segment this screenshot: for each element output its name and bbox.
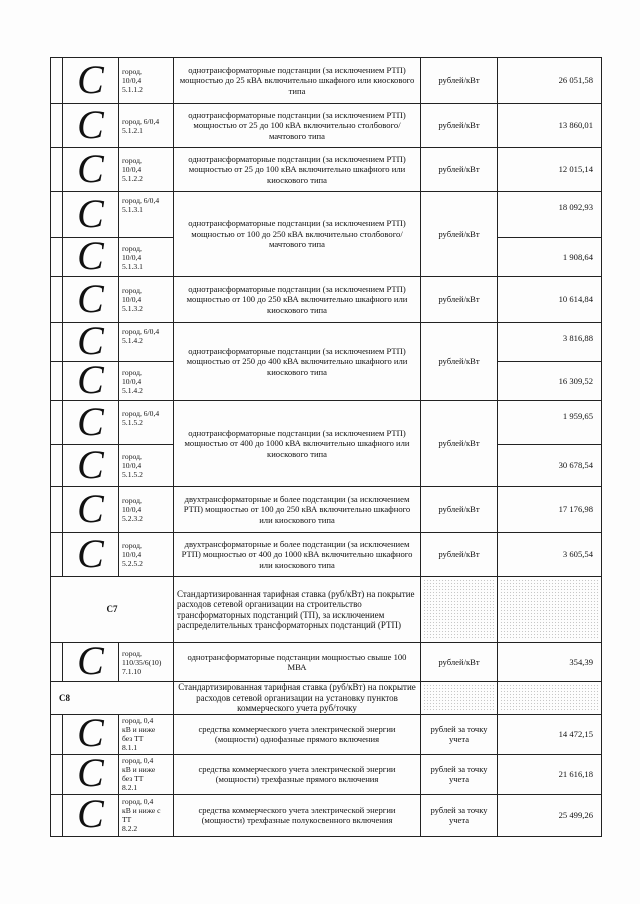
value-cell: 10 614,84 [498,277,602,323]
c-symbol: C [63,104,119,148]
table-row [51,754,602,794]
unit-cell: рублей за точку учета [421,714,498,754]
value-cell: 12 015,14 [498,148,602,192]
scan-noise [421,682,498,715]
unit-cell: рублей/кВт [421,533,498,577]
edge-cell [51,238,63,277]
description-cell: однотрансформаторные подстанции (за исключением РТП) мощностью от 250 до 400 кВА включительно шкафного или киоскового типа [174,323,421,401]
description-cell: однотрансформаторные подстанции (за исключением РТП) мощностью от 100 до 250 кВА включительно столбового/мачтового типа [174,192,421,277]
edge-cell [51,401,63,445]
value-cell: 1 908,64 [498,238,602,277]
unit-cell: рублей/кВт [421,148,498,192]
description-cell: средства коммерческого учета электрической энергии (мощности) трехфазные полукосвенного включения [174,794,421,836]
value-cell: 354,39 [498,643,602,682]
code-cell: город, 10/0,4 5.1.2.2 [119,148,174,192]
unit-cell: рублей/кВт [421,192,498,277]
unit-cell: рублей/кВт [421,401,498,487]
table-row [51,487,602,533]
edge-cell [51,487,63,533]
table-row [51,148,602,192]
c-symbol: C [63,277,119,323]
description-cell: однотрансформаторные подстанции мощностью свыше 100 МВА [174,643,421,682]
table-row [51,58,602,104]
edge-cell [51,714,63,754]
c-symbol: C [63,58,119,104]
description-cell: двухтрансформаторные и более подстанции (за исключением РТП) мощностью от 400 до 1000 кВА включительно шкафного или киоскового типа [174,533,421,577]
value-cell: 14 472,15 [498,714,602,754]
edge-cell [51,794,63,836]
value-cell: 3 816,88 [498,323,602,362]
table-row [51,401,602,445]
table-row [51,643,602,682]
code-cell: город, 0,4 кВ и ниже с ТТ 8.2.2 [119,794,174,836]
value-cell: 26 051,58 [498,58,602,104]
value-cell: 17 176,98 [498,487,602,533]
table-row [51,104,602,148]
c-symbol: C [63,533,119,577]
unit-cell: рублей/кВт [421,487,498,533]
c-symbol: C [63,754,119,794]
description-cell: средства коммерческого учета электрической энергии (мощности) трехфазные прямого включения [174,754,421,794]
c-symbol: C [63,643,119,682]
code-cell: город, 10/0,4 5.2.3.2 [119,487,174,533]
section-c7-heading-row [51,577,602,643]
value-cell: 21 616,18 [498,754,602,794]
edge-cell [51,277,63,323]
code-cell: город, 0,4 кВ и ниже без ТТ 8.2.1 [119,754,174,794]
value-cell: 16 309,52 [498,362,602,401]
edge-cell [51,362,63,401]
c-symbol: C [63,714,119,754]
code-cell: город, 6/0,4 5.1.4.2 [119,323,174,362]
c-symbol: C [63,487,119,533]
value-cell: 13 860,01 [498,104,602,148]
code-cell: город, 10/0,4 5.1.3.2 [119,277,174,323]
section-c7-label: С7 [51,577,174,643]
edge-cell [51,445,63,487]
code-cell: город, 10/0,4 5.1.3.1 [119,238,174,277]
code-cell: город, 10/0,4 5.1.1.2 [119,58,174,104]
unit-cell: рублей/кВт [421,323,498,401]
unit-cell: рублей/кВт [421,58,498,104]
code-cell: город, 110/35/6(10) 7.1.10 [119,643,174,682]
unit-cell: рублей за точку учета [421,754,498,794]
c-symbol: C [63,362,119,401]
section-c8-heading-row [51,682,602,715]
description-cell: однотрансформаторные подстанции (за исключением РТП) мощностью от 25 до 100 кВА включительно столбового/мачтового типа [174,104,421,148]
code-cell: город, 10/0,4 5.1.5.2 [119,445,174,487]
code-cell: город, 10/0,4 5.2.5.2 [119,533,174,577]
edge-cell [51,754,63,794]
c-symbol: C [63,148,119,192]
edge-cell [51,104,63,148]
value-cell: 18 092,93 [498,192,602,238]
scan-noise [498,577,602,643]
section-c8-label: С8 [51,682,174,715]
scan-noise [421,577,498,643]
unit-cell: рублей за точку учета [421,794,498,836]
description-cell: однотрансформаторные подстанции (за исключением РТП) мощностью до 25 кВА включительно шкафного или киоскового типа [174,58,421,104]
description-cell: однотрансформаторные подстанции (за исключением РТП) мощностью от 400 до 1000 кВА включительно шкафного или киоскового типа [174,401,421,487]
section-c8-heading: Стандартизированная тарифная ставка (руб/кВт) на покрытие расходов сетевой организации на установку пунктов коммерческого учета руб/точку [174,682,421,715]
code-cell: город, 10/0,4 5.1.4.2 [119,362,174,401]
tariff-table [50,57,602,837]
description-cell: средства коммерческого учета электрической энергии (мощности) однофазные прямого включения [174,714,421,754]
description-cell: однотрансформаторные подстанции (за исключением РТП) мощностью от 25 до 100 кВА включительно шкафного или киоскового типа [174,148,421,192]
edge-cell [51,533,63,577]
table-row [51,323,602,362]
value-cell: 25 499,26 [498,794,602,836]
code-cell: город, 6/0,4 5.1.3.1 [119,192,174,238]
c-symbol: C [63,401,119,445]
code-cell: город, 0,4 кВ и ниже без ТТ 8.1.1 [119,714,174,754]
c-symbol: C [63,192,119,238]
description-cell: однотрансформаторные подстанции (за исключением РТП) мощностью от 100 до 250 кВА включительно шкафного или киоскового типа [174,277,421,323]
edge-cell [51,58,63,104]
value-cell: 3 605,54 [498,533,602,577]
edge-cell [51,148,63,192]
edge-cell [51,643,63,682]
c-symbol: C [63,794,119,836]
unit-cell: рублей/кВт [421,277,498,323]
scan-noise [498,682,602,715]
section-c7-heading: Стандартизированная тарифная ставка (руб/кВт) на покрытие расходов сетевой организации на строительство трансформаторных подстанций (ТП), за исключением распределительных трансформаторных подстанций (РТП) [174,577,421,643]
unit-cell: рублей/кВт [421,643,498,682]
code-cell: город, 6/0,4 5.1.5.2 [119,401,174,445]
table-row [51,192,602,238]
c-symbol: C [63,323,119,362]
c-symbol: C [63,238,119,277]
table-row [51,714,602,754]
edge-cell [51,323,63,362]
table-row [51,794,602,836]
edge-cell [51,192,63,238]
table-row [51,533,602,577]
value-cell: 30 678,54 [498,445,602,487]
description-cell: двухтрансформаторные и более подстанции (за исключением РТП) мощностью от 100 до 250 кВА включительно шкафного или киоскового типа [174,487,421,533]
value-cell: 1 959,65 [498,401,602,445]
code-cell: город, 6/0,4 5.1.2.1 [119,104,174,148]
c-symbol: C [63,445,119,487]
unit-cell: рублей/кВт [421,104,498,148]
table-row [51,277,602,323]
